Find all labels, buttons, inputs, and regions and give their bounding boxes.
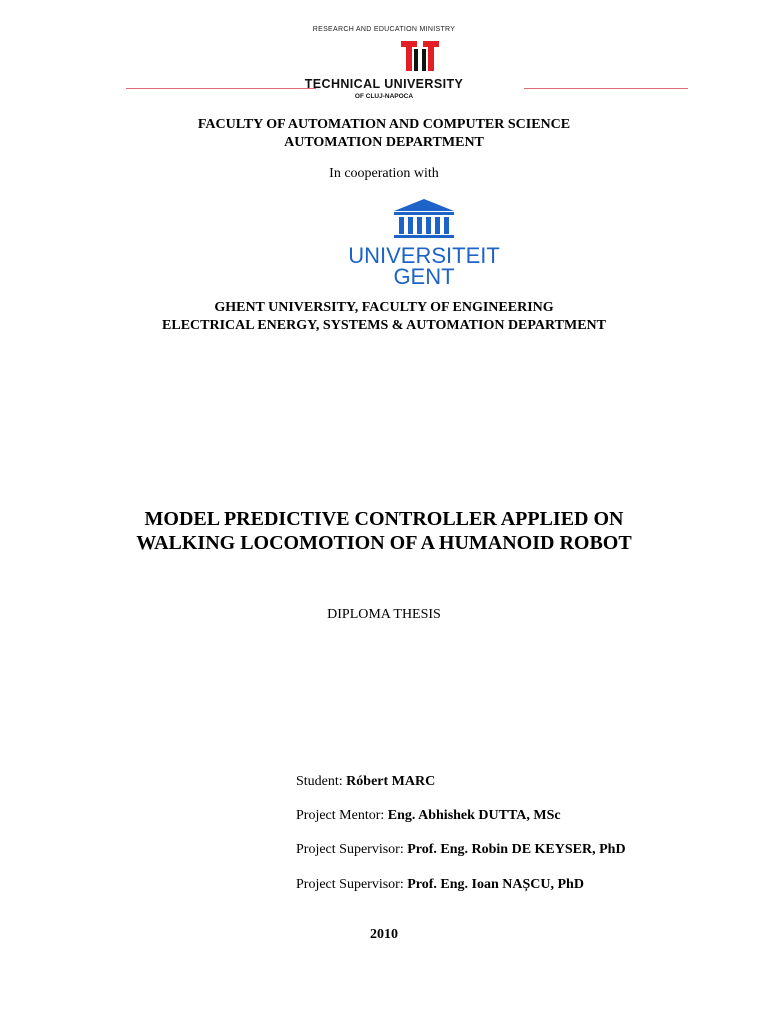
person-name: Eng. Abhishek DUTTA, MSc <box>387 808 561 823</box>
thesis-type: DIPLOMA THESIS <box>327 607 441 622</box>
person-name: Prof. Eng. Robin DE KEYSER, PhD <box>407 842 626 857</box>
university-name: TECHNICAL UNIVERSITY <box>304 77 464 91</box>
thesis-title-line-2: WALKING LOCOMOTION OF A HUMANOID ROBOT <box>136 532 632 554</box>
faculty-block <box>0 116 768 152</box>
person-role: Project Supervisor: <box>296 877 408 892</box>
person-name: Róbert MARC <box>346 774 436 789</box>
person-supervisor-1 <box>296 842 626 858</box>
person-mentor <box>296 808 561 824</box>
partner-line-2: ELECTRICAL ENERGY, SYSTEMS & AUTOMATION DEPARTMENT <box>162 318 606 333</box>
person-role: Project Mentor: <box>296 808 388 823</box>
ghent-university-logo <box>348 196 500 289</box>
technical-university-logo <box>397 38 443 74</box>
thesis-title <box>0 507 768 555</box>
university-city: OF CLUJ-NAPOCA <box>354 93 414 100</box>
ministry-caption: RESEARCH AND EDUCATION MINISTRY <box>312 26 456 33</box>
person-student <box>296 774 435 790</box>
cooperation-text: In cooperation with <box>329 166 439 181</box>
ugent-logo-line-2: GENT <box>393 264 455 289</box>
person-name: Prof. Eng. Ioan NAȘCU, PhD <box>407 877 584 892</box>
thesis-title-line-1: MODEL PREDICTIVE CONTROLLER APPLIED ON <box>144 508 624 530</box>
ugent-logo-line-1: UNIVERSITEIT <box>348 243 500 268</box>
partner-block <box>0 299 768 335</box>
person-role: Project Supervisor: <box>296 842 408 857</box>
person-role: Student: <box>296 774 347 789</box>
faculty-line-2: AUTOMATION DEPARTMENT <box>284 135 484 150</box>
thesis-year: 2010 <box>370 927 398 942</box>
partner-line-1: GHENT UNIVERSITY, FACULTY OF ENGINEERING <box>214 300 554 315</box>
faculty-line-1: FACULTY OF AUTOMATION AND COMPUTER SCIENCE <box>197 117 571 132</box>
person-supervisor-2 <box>296 877 584 893</box>
